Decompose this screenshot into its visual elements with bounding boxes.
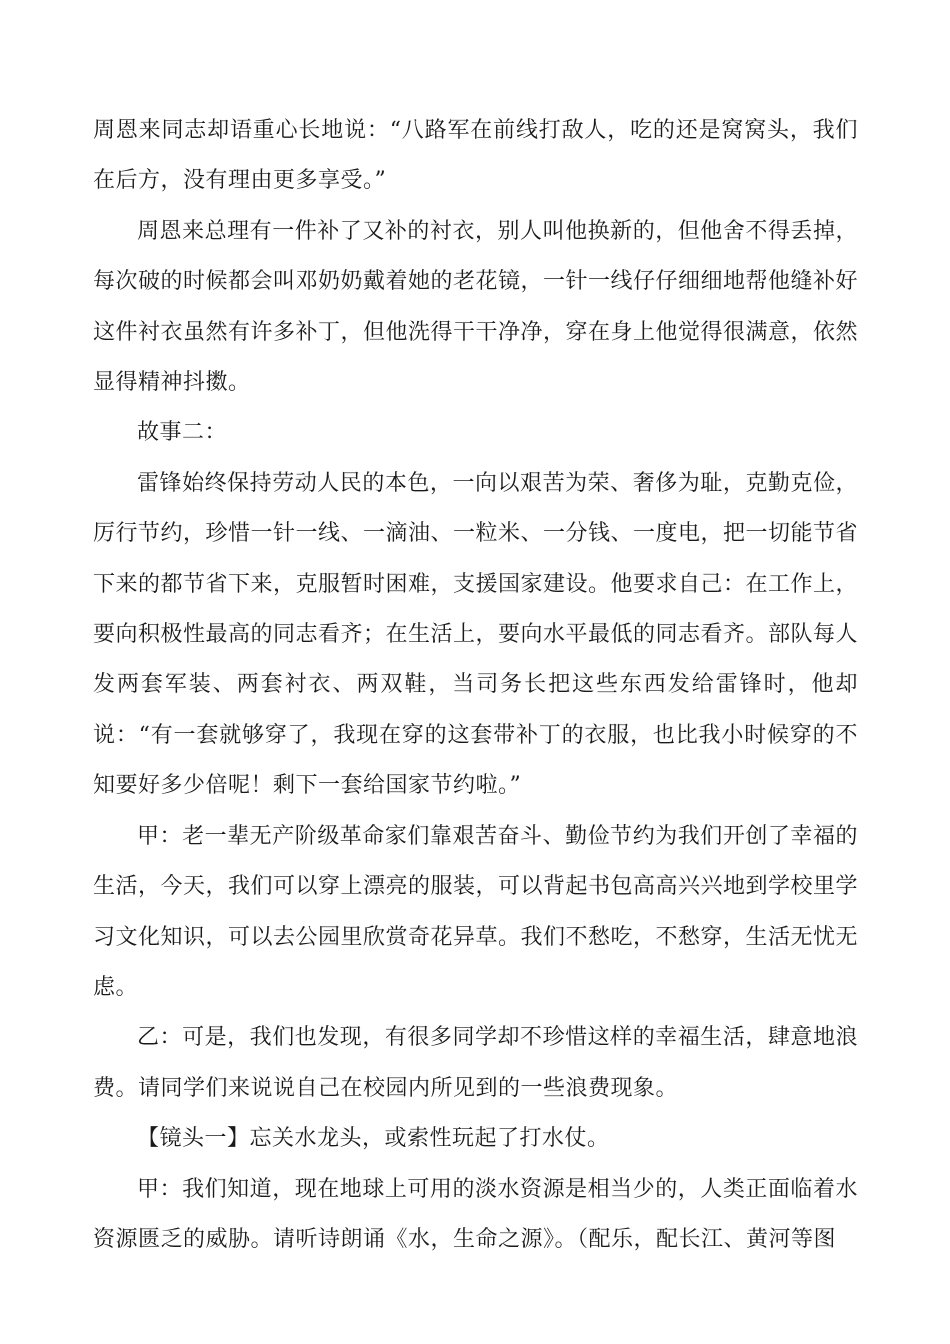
paragraph-zhou-enlai-quote: 周恩来同志却语重心长地说：“八路军在前线打敌人，吃的还是窝窝头，我们在后方，没有理由更多享受。”	[93, 118, 858, 194]
body-text	[93, 106, 858, 1265]
paragraph-speaker-jia-2: 甲：我们知道，现在地球上可用的淡水资源是相当少的，人类正面临着水资源匮乏的威胁。请听诗朗诵《水，生命之源》。（配乐，配长江、黄河等图	[93, 1176, 858, 1252]
paragraph-scene-one: 【镜头一】忘关水龙头，或索性玩起了打水仗。	[137, 1126, 610, 1152]
paragraph-patched-shirt: 周恩来总理有一件补了又补的衬衣，别人叫他换新的，但他舍不得丢掉，每次破的时候都会叫邓奶奶戴着她的老花镜，一针一线仔仔细细地帮他缝补好这件衬衣虽然有许多补丁，但他洗得干干净净，穿在身上他觉得很满意，依然显得精神抖擞。	[93, 218, 859, 396]
section-heading-story-two: 故事二：	[137, 420, 228, 446]
paragraph-speaker-jia-1: 甲：老一辈无产阶级革命家们靠艰苦奋斗、勤俭节约为我们开创了幸福的生活，今天，我们可以穿上漂亮的服装，可以背起书包高高兴兴地到学校里学习文化知识，可以去公园里欣赏奇花异草。我们不愁吃，不愁穿，生活无忧无虑。	[93, 823, 859, 1000]
paragraph-lei-feng: 雷锋始终保持劳动人民的本色，一向以艰苦为荣、奢侈为耻，克勤克俭，厉行节约，珍惜一针一线、一滴油、一粒米、一分钱、一度电，把一切能节省下来的都节省下来，克服暂时困难，支援国家建设。他要求自己：在工作上，要向积极性最高的同志看齐；在生活上，要向水平最低的同志看齐。部队每人发两套军装、两套衬衣、两双鞋，当司务长把这些东西发给雷锋时，他却说：“有一套就够穿了，我现在穿的这套带补丁的衣服，也比我小时候穿的不知要好多少倍呢！剩下一套给国家节约啦。”	[93, 470, 859, 799]
paragraph-speaker-yi: 乙：可是，我们也发现，有很多同学却不珍惜这样的幸福生活，肆意地浪费。请同学们来说说自己在校园内所见到的一些浪费现象。	[93, 1025, 858, 1101]
